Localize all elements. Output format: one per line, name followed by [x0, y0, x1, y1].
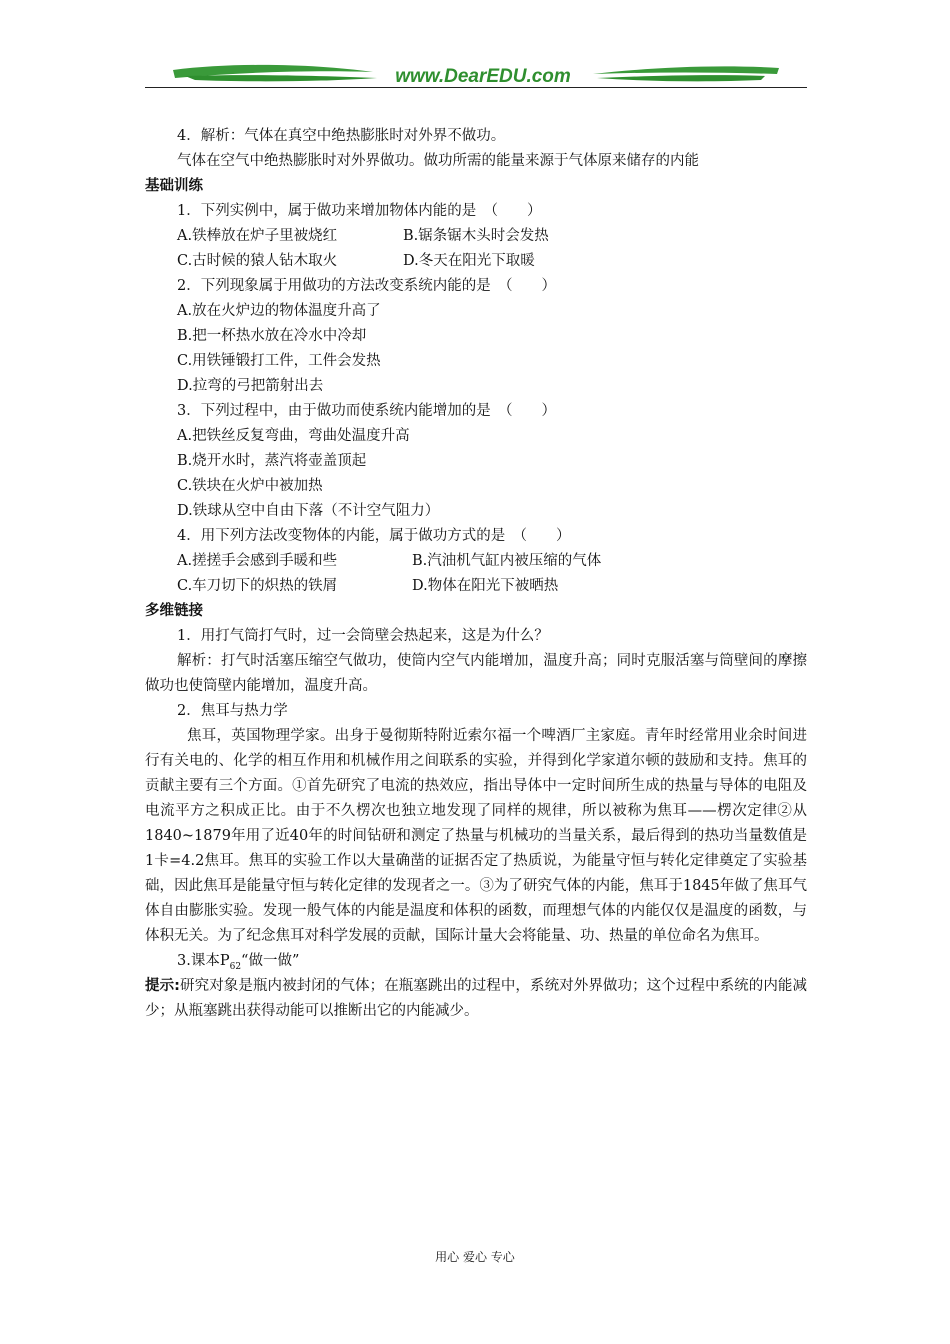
q2-option-b: B.把一杯热水放在冷水中冷却: [177, 328, 367, 344]
q1-option-b: B.锯条锯木头时会发热: [403, 228, 549, 244]
q1-stem: 1．下列实例中，属于做功来增加物体内能的是 （ ）: [177, 203, 542, 219]
q1-option-c: C.古时候的猿人钻木取火: [177, 253, 338, 269]
q3-stem: 3．下列过程中，由于做功而使系统内能增加的是 （ ）: [177, 403, 556, 419]
sec0-line1: 4．解析：气体在真空中绝热膨胀时对外界不做功。: [177, 128, 506, 144]
q3-option-d: D.铁球从空中自由下落（不计空气阻力）: [177, 503, 440, 519]
link-q3: [145, 949, 807, 974]
q2-option-d: D.拉弯的弓把箭射出去: [177, 378, 324, 394]
link-q3-post: “做一做”: [241, 953, 300, 969]
q4-option-d: D.物体在阳光下被晒热: [412, 578, 559, 594]
section-title-multi-link: 多维链接: [145, 603, 203, 619]
q2-option-c: C.用铁锤锻打工件，工件会发热: [177, 353, 381, 369]
hint-label: 提示:: [145, 978, 180, 994]
link-q2: 2．焦耳与热力学: [177, 703, 288, 719]
q4-option-c: C.车刀切下的炽热的铁屑: [177, 578, 338, 594]
q1-options-row1: [145, 224, 807, 249]
link-q3-page: 62: [229, 961, 242, 972]
hint-text: 研究对象是瓶内被封闭的气体；在瓶塞跳出的过程中，系统对外界做功；这个过程中系统的内能减少；从瓶塞跳出获得动能可以推断出它的内能减少。: [145, 978, 807, 1019]
q4-stem: 4．用下列方法改变物体的内能，属于做功方式的是 （ ）: [177, 528, 571, 544]
q4-option-b: B.汽油机气缸内被压缩的气体: [412, 553, 602, 569]
link-a1: 解析：打气时活塞压缩空气做功，使筒内空气内能增加，温度升高；同时克服活塞与筒壁间的摩擦做功也使筒壁内能增加，温度升高。: [145, 653, 807, 694]
link-q3-pre: 3.课本P: [177, 953, 230, 969]
section-title-basic-training: 基础训练: [145, 178, 203, 194]
q1-option-a: A.铁棒放在炉子里被烧红: [177, 228, 338, 244]
link-q1: 1．用打气筒打气时，过一会筒壁会热起来，这是为什么？: [177, 628, 549, 644]
q1-options-row2: [145, 249, 807, 274]
joule-paragraph: 焦耳，英国物理学家。出身于曼彻斯特附近索尔福一个啤酒厂主家庭。青年时经常用业余时间进行有关电的、化学的相互作用和机械作用之间联系的实验，并得到化学家道尔顿的鼓励和支持。焦耳的贡献主要有三个方面。①首先研究了电流的热效应，指出导体中一定时间所生成的热量与导体的电阻及电流平方之积成正比。由于不久楞次也独立地发现了同样的规律，所以被称为焦耳——楞次定律②从1840~1879年用了近40年的时间钻研和测定了热量与机械功的当量关系，最后得到的热功当量数值是1卡=4.2焦耳。焦耳的实验工作以大量确凿的证据否定了热质说，为能量守恒与转化定律奠定了实验基础，因此焦耳是能量守恒与转化定律的发现者之一。③为了研究气体的内能，焦耳于1845年做了焦耳气体自由膨胀实验。发现一般气体的内能是温度和体积的函数，而理想气体的内能仅仅是温度的函数，与体积无关。为了纪念焦耳对科学发展的贡献，国际计量大会将能量、功、热量的单位命名为焦耳。: [145, 728, 807, 944]
q3-option-b: B.烧开水时，蒸汽将壶盖顶起: [177, 453, 367, 469]
document-body: [145, 124, 807, 1024]
q1-option-d: D.冬天在阳光下取暖: [403, 253, 535, 269]
q4-options-row1: [145, 549, 807, 574]
q2-option-a: A.放在火炉边的物体温度升高了: [177, 303, 381, 319]
q4-options-row2: [145, 574, 807, 599]
site-url: www.DearEDU.com: [395, 66, 571, 87]
header-divider: [145, 87, 807, 88]
q3-option-a: A.把铁丝反复弯曲，弯曲处温度升高: [177, 428, 410, 444]
hint-paragraph: [145, 974, 807, 1024]
page-footer: 用心 爱心 专心: [435, 1250, 515, 1264]
q2-stem: 2．下列现象属于用做功的方法改变系统内能的是 （ ）: [177, 278, 556, 294]
q4-option-a: A.搓搓手会感到手暖和些: [177, 553, 338, 569]
q3-option-c: C.铁块在火炉中被加热: [177, 478, 323, 494]
sec0-line2: 气体在空气中绝热膨胀时对外界做功。做功所需的能量来源于气体原来储存的内能: [177, 153, 699, 169]
